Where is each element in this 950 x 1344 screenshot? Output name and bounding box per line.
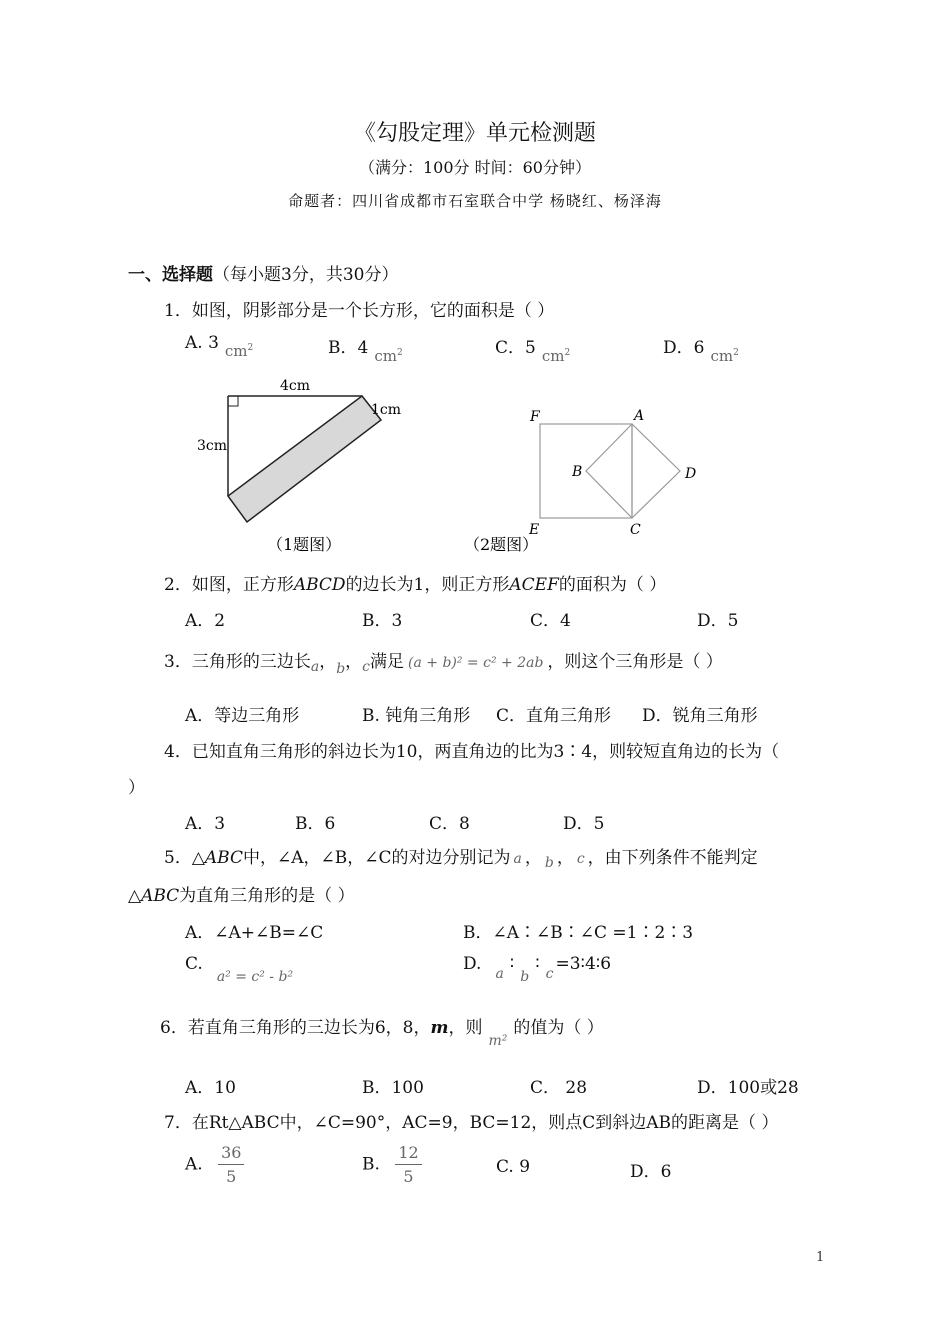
triangle-name: ABC (141, 886, 180, 906)
shaded-rectangle (228, 396, 381, 522)
page-title: 《勾股定理》单元检测题 (353, 121, 596, 146)
unit-label: cm (541, 347, 565, 365)
question-1-stem: 1．如图，阴影部分是一个长方形，它的面积是（ ） (164, 301, 555, 321)
figure-1 (185, 372, 425, 562)
fig1-label-top: 4cm (280, 378, 311, 394)
option-label: C. (185, 954, 203, 974)
q6-option-c: C． 28 (530, 1078, 588, 1098)
unit-label: cm (224, 342, 248, 360)
var-c: c (545, 966, 554, 982)
q4-option-d: D．5 (563, 814, 605, 834)
question-3-stem (164, 647, 723, 677)
var-m: m (430, 1018, 449, 1038)
q3-formula: (a + b)² = c² + 2ab (408, 655, 544, 671)
fig1-label-side: 1cm (371, 402, 402, 418)
var-b: b (336, 661, 346, 677)
q4-option-c: C．8 (429, 814, 470, 834)
var-a: a (495, 966, 504, 982)
var-c: c (576, 851, 585, 867)
right-angle-mark (228, 396, 238, 406)
q5-text: △ (128, 886, 142, 906)
fraction (218, 1144, 244, 1186)
denominator: 5 (403, 1167, 414, 1186)
option-label: A. 3 (185, 333, 219, 353)
option-label: C．5 (495, 338, 536, 358)
exam-subtitle: （满分：100分 时间：60分钟） (359, 158, 591, 177)
q3-text: 3．三角形的三边长 (164, 652, 311, 672)
q6-text: 6．若直角三角形的三边长为6，8， (160, 1018, 431, 1038)
q2-option-c: C．4 (530, 611, 571, 631)
unit-label: cm (374, 347, 397, 365)
q5-text: 为直角三角形的是（ ） (179, 886, 355, 906)
ratio-colon: ∶ (535, 954, 540, 974)
square-name-2: ACEF (509, 575, 559, 595)
point-e-label: E (529, 522, 540, 538)
var-m-squared: m² (488, 1033, 508, 1049)
fig2-caption: （2题图） (464, 535, 539, 554)
q2-option-b: B．3 (362, 611, 403, 631)
q3-comma: ， (345, 652, 363, 672)
square-name-1: ABCD (293, 575, 346, 595)
q4-option-b: B．6 (295, 814, 336, 834)
option-label: D. (463, 954, 482, 974)
ratio-values: =3∶4∶6 (555, 954, 612, 974)
question-4-stem-end: ） (128, 778, 145, 798)
q5-formula-c: a² = c² - b² (216, 969, 294, 985)
unit-label: cm (710, 347, 734, 365)
author-line: 命题者：四川省成都市石室联合中学 杨晓红、杨泽海 (288, 192, 662, 210)
q2-text: 的面积为（ ） (558, 575, 667, 595)
section-heading (128, 260, 398, 285)
q6-option-d: D．100或28 (697, 1078, 799, 1098)
q7-option-c: C. 9 (496, 1157, 531, 1177)
var-a: a (310, 659, 320, 675)
numerator: 36 (218, 1144, 244, 1165)
q5-option-a: A．∠A+∠B=∠C (185, 923, 324, 943)
q2-option-a: A．2 (185, 611, 226, 631)
q5-option-d (463, 954, 612, 985)
section-note: （每小题3分，共30分） (213, 265, 399, 285)
option-label: D．6 (663, 338, 705, 358)
option-label: A. (185, 1154, 203, 1175)
ratio-colon: ∶ (509, 954, 515, 974)
question-6-stem (160, 1013, 604, 1049)
q6-text: ，则 (448, 1018, 483, 1038)
option-label: B．4 (328, 338, 369, 358)
q1-option-d: D．6 $cm^2$ (663, 338, 739, 365)
point-d-label: D (685, 466, 697, 482)
q5-text: ，由下列条件不能判定 (587, 848, 758, 868)
var-c: c (362, 659, 370, 675)
question-4-stem: 4．已知直角三角形的斜边长为10，两直角边的比为3∶4，则较短直角边的长为（ (164, 742, 780, 762)
q3-text: 满足 (370, 652, 404, 672)
q6-option-b: B．100 (362, 1078, 424, 1098)
q7-option-b (362, 1144, 422, 1186)
q1-option-a: A. 3 $cm^2$ (185, 333, 254, 360)
point-b-label: B (572, 464, 583, 480)
q7-option-a (185, 1144, 244, 1186)
q3-option-c: C．直角三角形 (496, 706, 612, 726)
option-label: B. (362, 1154, 380, 1175)
denominator: 5 (226, 1167, 237, 1186)
page-number: 1 (816, 1250, 825, 1265)
question-7-stem: 7．在Rt△ABC中，∠C=90°，AC=9，BC=12，则点C到斜边AB的距离是（ ） (164, 1113, 779, 1133)
question-5-stem-line2 (128, 881, 355, 906)
q7-option-d: D．6 (630, 1162, 672, 1182)
numerator: 12 (395, 1144, 421, 1165)
q5-option-c (185, 954, 294, 985)
q6-text: 的值为（ ） (513, 1018, 604, 1038)
section-title: 一、选择题 (128, 265, 213, 285)
q1-option-b: B．4 $cm^2$ (328, 338, 403, 365)
fig1-caption: （1题图） (267, 535, 342, 554)
triangle-name: ABC (204, 848, 243, 868)
q3-text: ，则这个三角形是（ ） (547, 652, 723, 672)
point-c-label: C (630, 522, 641, 538)
fig1-label-left: 3cm (197, 438, 228, 454)
q5-text: 5．△ (164, 848, 205, 868)
var-b: b (544, 855, 554, 871)
figure-2 (450, 400, 710, 560)
q5-option-b: B．∠A∶∠B∶∠C =1∶2∶3 (463, 923, 694, 943)
question-2-stem (164, 570, 666, 595)
q4-option-a: A．3 (185, 814, 226, 834)
point-f-label: F (530, 409, 540, 425)
q3-option-d: D．锐角三角形 (642, 706, 758, 726)
fraction (395, 1144, 421, 1186)
q6-option-a: A．10 (185, 1078, 236, 1098)
q3-option-a: A．等边三角形 (185, 706, 300, 726)
q5-text: 中，∠A，∠B，∠C的对边分别记为 (242, 848, 511, 868)
q2-text: 的边长为1，则正方形 (345, 575, 510, 595)
edge-ad-dc (632, 424, 680, 518)
question-5-stem: 5．△ABC中，∠A，∠B，∠C的对边分别记为 a ， $_b$ ， c ，由下列条件不能判定 (164, 848, 758, 871)
q3-comma: ， (319, 652, 337, 672)
q2-option-d: D．5 (697, 611, 739, 631)
edge-ab-bc (586, 424, 632, 518)
var-b: b (520, 969, 530, 985)
var-a: a (513, 851, 522, 867)
q1-option-c: C．5 $cm^2$ (495, 338, 571, 365)
q2-text: 2．如图，正方形 (164, 575, 294, 595)
point-a-label: A (634, 408, 645, 424)
q3-option-b: B. 钝角三角形 (362, 706, 471, 726)
